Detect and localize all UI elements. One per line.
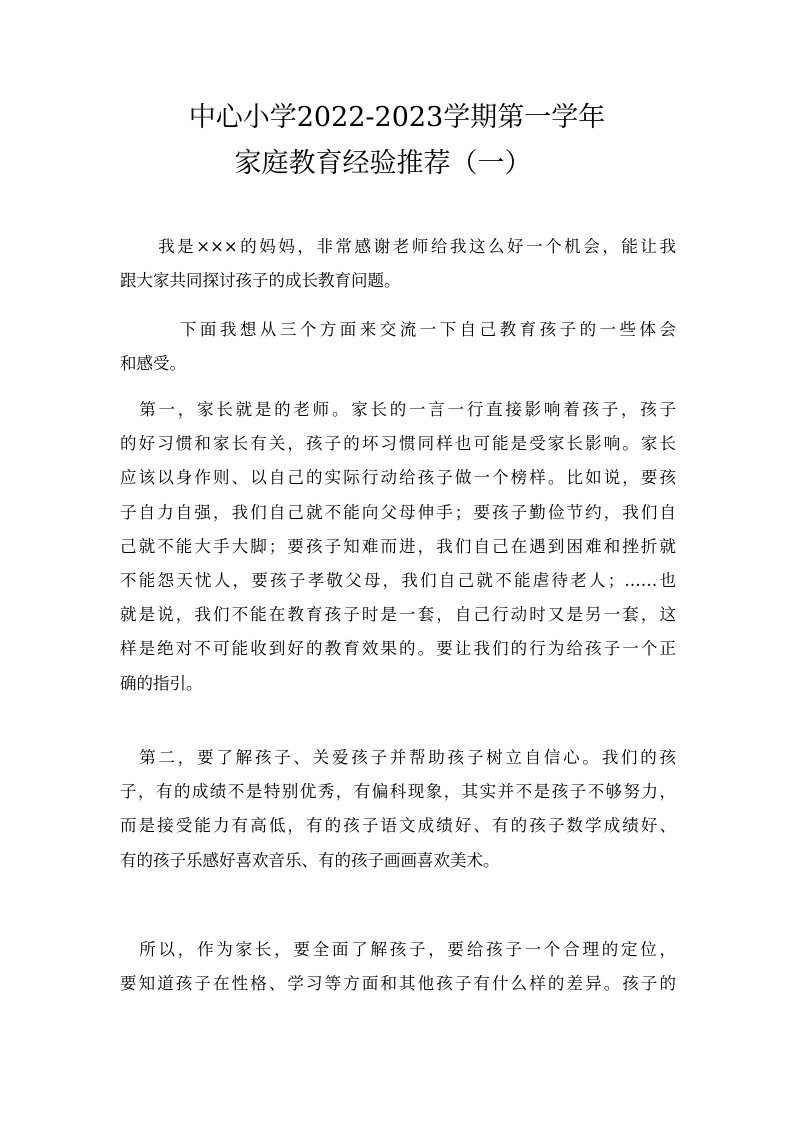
paragraph-line: 下面我想从三个方面来交流一下自己教育孩子的一些体会 [120,320,676,339]
paragraph-line: 的好习惯和家长有关，孩子的坏习惯同样也可能是受家长影响。家长 [120,434,676,454]
paragraph-line: 就是说，我们不能在教育孩子时是一套，自己行动时又是另一套，这 [120,605,676,625]
paragraph-line: 我是×××的妈妈，非常感谢老师给我这么好一个机会，能让我 [120,237,676,256]
document-title-line-1: 中心小学2022-2023学期第一学年 [188,102,606,133]
paragraph-line: 而是接受能力有高低，有的孩子语文成绩好、有的孩子数学成绩好、 [120,816,676,836]
paragraph-line: 不能怨天忧人，要孩子孝敬父母，我们自己就不能虐待老人；……也 [120,571,676,591]
paragraph-line: 和感受。 [120,354,186,374]
paragraph-4 [120,741,676,878]
paragraph-2 [120,313,676,381]
paragraph-line: 跟大家共同探讨孩子的成长教育问题。 [120,271,401,291]
paragraph-line: 子，有的成绩不是特别优秀，有偏科现象，其实并不是孩子不够努力， [120,782,676,802]
paragraph-3 [120,393,676,701]
paragraph-line: 应该以身作则、以自己的实际行动给孩子做一个榜样。比如说，要孩 [120,468,676,488]
paragraph-line: 确的指引。 [120,673,203,693]
paragraph-line: 子自力自强，我们自己就不能向父母伸手；要孩子勤俭节约，我们自 [120,502,676,522]
paragraph-line: 样是绝对不可能收到好的教育效果的。要让我们的行为给孩子一个正 [120,639,676,659]
paragraph-line: 第一，家长就是的老师。家长的一言一行直接影响着孩子，孩子 [120,400,676,419]
paragraph-line: 己就不能大手大脚；要孩子知难而进，我们自己在遇到困难和挫折就 [120,536,676,556]
paragraph-line: 有的孩子乐感好喜欢音乐、有的孩子画画喜欢美术。 [120,850,500,870]
paragraph-5 [120,933,676,1001]
paragraph-line: 第二，要了解孩子、关爱孩子并帮助孩子树立自信心。我们的孩 [120,748,676,767]
paragraph-1 [120,230,676,298]
paragraph-line: 所以，作为家长，要全面了解孩子，要给孩子一个合理的定位， [120,940,676,959]
paragraph-line: 要知道孩子在性格、学习等方面和其他孩子有什么样的差异。孩子的 [120,974,676,994]
document-title-line-2: 家庭教育经验推荐（一） [234,148,532,179]
